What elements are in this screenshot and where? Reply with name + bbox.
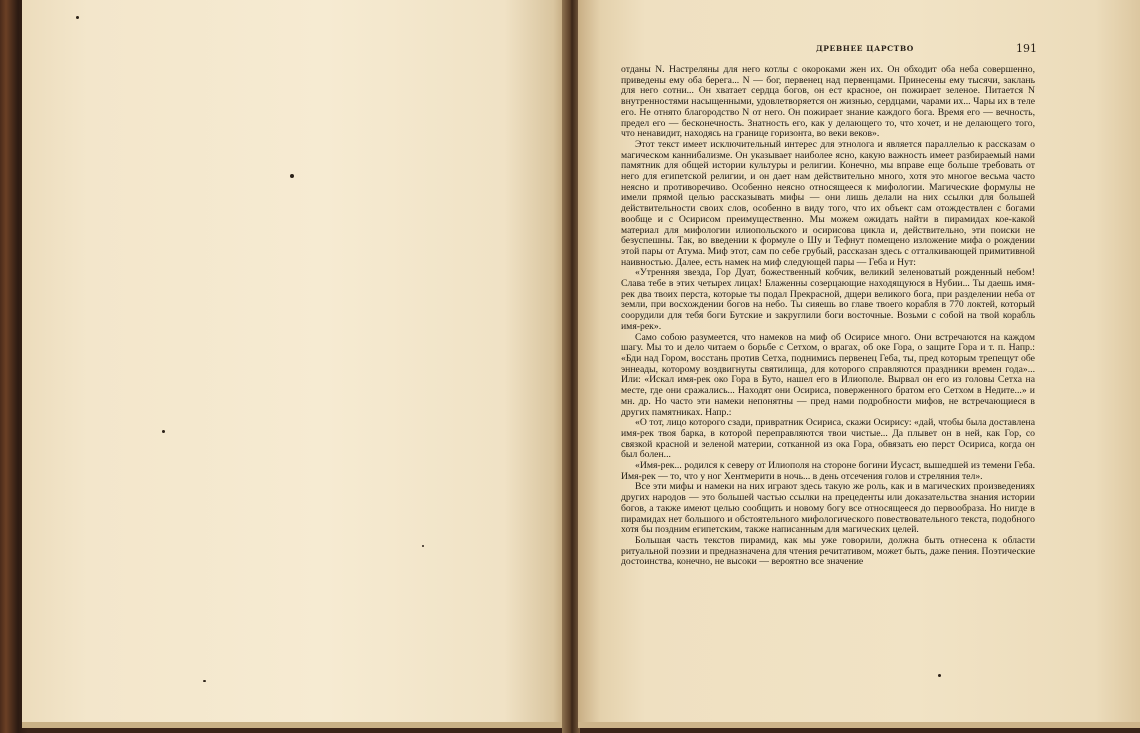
paper-speck — [938, 674, 941, 677]
paper-speck — [422, 545, 424, 547]
page-number: 191 — [1016, 42, 1037, 55]
paragraph: Большая часть текстов пирамид, как мы уже говорили, должна быть отнесена к области ритуальной поэзии и предназначена для чтения речитативом, может быть, даже пения. Поэтические достоинства, конечно, не высоки — вероятно все значение — [621, 534, 1035, 568]
paragraph: «О тот, лицо которого сзади, привратник Осириса, скажи Осирису: «дай, чтобы была доставлена имя-рек твоя барка, в которой переправляются твои чистые... Да плывет он в ней, как Гор, со связкой красной и зеленой материи, сотканной из ока Гора, обвязать ею перст Осириса, когда он был болен... — [621, 417, 1035, 461]
paper-speck — [76, 16, 79, 19]
paper-speck — [203, 680, 206, 682]
paragraph: Этот текст имеет исключительный интерес для этнолога и является параллелью к рассказам о магическом каннибализме. Он указывает наиболее ясно, какую важность имеет разбираемый нами памятник для общей истории культуры и религии. Конечно, мы вправе еще больше требовать от него для египетской религии, и он дает нам действительно много, хотя это многое весьма часто неясно и противоречиво. Особенно неясно относящееся к мифологии. Магические формулы не имели прямой целью рассказывать мифы — они лишь делали на них ссылки для большей действительности своих слов, особенно в виду того, что их объект сам отождествлен с богами вообще и с Осирисом преимущественно. Мы можем ожидать найти в пирамидах кое-какой материал для мифологии илиопольского и осирисова цикла и, действительно, эти поиски не безуспешны. Так, во введении к формуле о Шу и Тефнут помещено изложение мифа о рождении этой пары от Атума. Миф этот, сам по себе грубый, рассказан здесь с отталкивающей примитивной наивностью. Далее, есть намек на миф следующей пары — Геба и Нут: — [621, 138, 1035, 268]
right-page — [578, 0, 1140, 728]
paragraph: отданы N. Настреляны для него котлы с окороками жен их. Он обходит оба неба совершенно, приведены ему оба берега... N — бог, первенец над первенцами. Принесены ему тысячи, заклань для него сотни... Он хватает сердца богов, он ест красное, он пожирает зеленое. Питается N внутренностями насыщенными, удовлетворяется он жизнью, сердцами, чарами их... Чары их в теле его. Не отнято благородство N от него. Он пожирает знание каждого бога. Время его — вечность, предел его — бесконечность. Знатность его, как у делающего то, что хочет, и не делающего того, что ненавидит, находясь на границе горизонта, во веки веков». — [621, 64, 1035, 140]
left-page-blank — [22, 0, 570, 728]
running-head — [578, 44, 1140, 58]
paragraph: «Утренняя звезда, Гор Дуат, божественный кобчик, великий зеленоватый рожденный небом! Слава тебе в этих четырех лицах! Блаженны созерцающие находящуюся в Нубии... Ты даешь имя-рек два твоих перста, которые ты подал Прекрасной, дщери великого бога, при разделении неба от земли, при восхождении богов на небо. Ты сияешь во главе твоего корабля в 770 локтей, который соорудили для тебя боги Бутские и закруглили боги восточные. Возьми с собой на твой корабль имя-рек». — [621, 267, 1035, 332]
body-text — [621, 65, 1035, 568]
paragraph: Само собою разумеется, что намеков на миф об Осирисе много. Они встречаются на каждом шагу. Мы то и дело читаем о борьбе с Сетхом, о врагах, об оке Гора, о защите Гора и т. п. Напр.: «Бди над Гором, восстань против Сетха, поднимись первенец Геба, ты, пред которым трепещут обе эннеады, которому воздвигнуты святилища, для которого справляются праздники времен года»... Или: «Искал имя-рек око Гора в Буто, нашел его в Илиополе. Вырвал он его из головы Сетха на месте, где они сражались... Находят они Осириса, поверженного братом его Сетхом в Недите...» и мн. др. Но часто эти намеки непонятны — пред нами подробности мифов, не встречающиеся в других памятниках. Напр.: — [621, 331, 1035, 418]
paper-speck — [162, 430, 165, 433]
paragraph: «Имя-рек... родился к северу от Илиополя на стороне богини Иусаст, вышедшей из темени Геба. Имя-рек — то, что у ног Хентмерити в ночь... в день отсечения голов и стреляния тел». — [621, 460, 1035, 482]
paragraph: Все эти мифы и намеки на них играют здесь такую же роль, как и в магических произведениях других народов — это большей частью ссылки на прецеденты или доказательства знания истории богов, а также имеют целью сообщить и новому богу все относящееся до первообраза. Но нигде в пирамидах нет большого и обстоятельного мифологического повествовательного текста, подобного хотя бы поздним египетским, также написанным для магических целей. — [621, 481, 1035, 536]
paper-speck — [290, 174, 294, 178]
running-head-title: ДРЕВНЕЕ ЦАРСТВО — [816, 44, 914, 53]
